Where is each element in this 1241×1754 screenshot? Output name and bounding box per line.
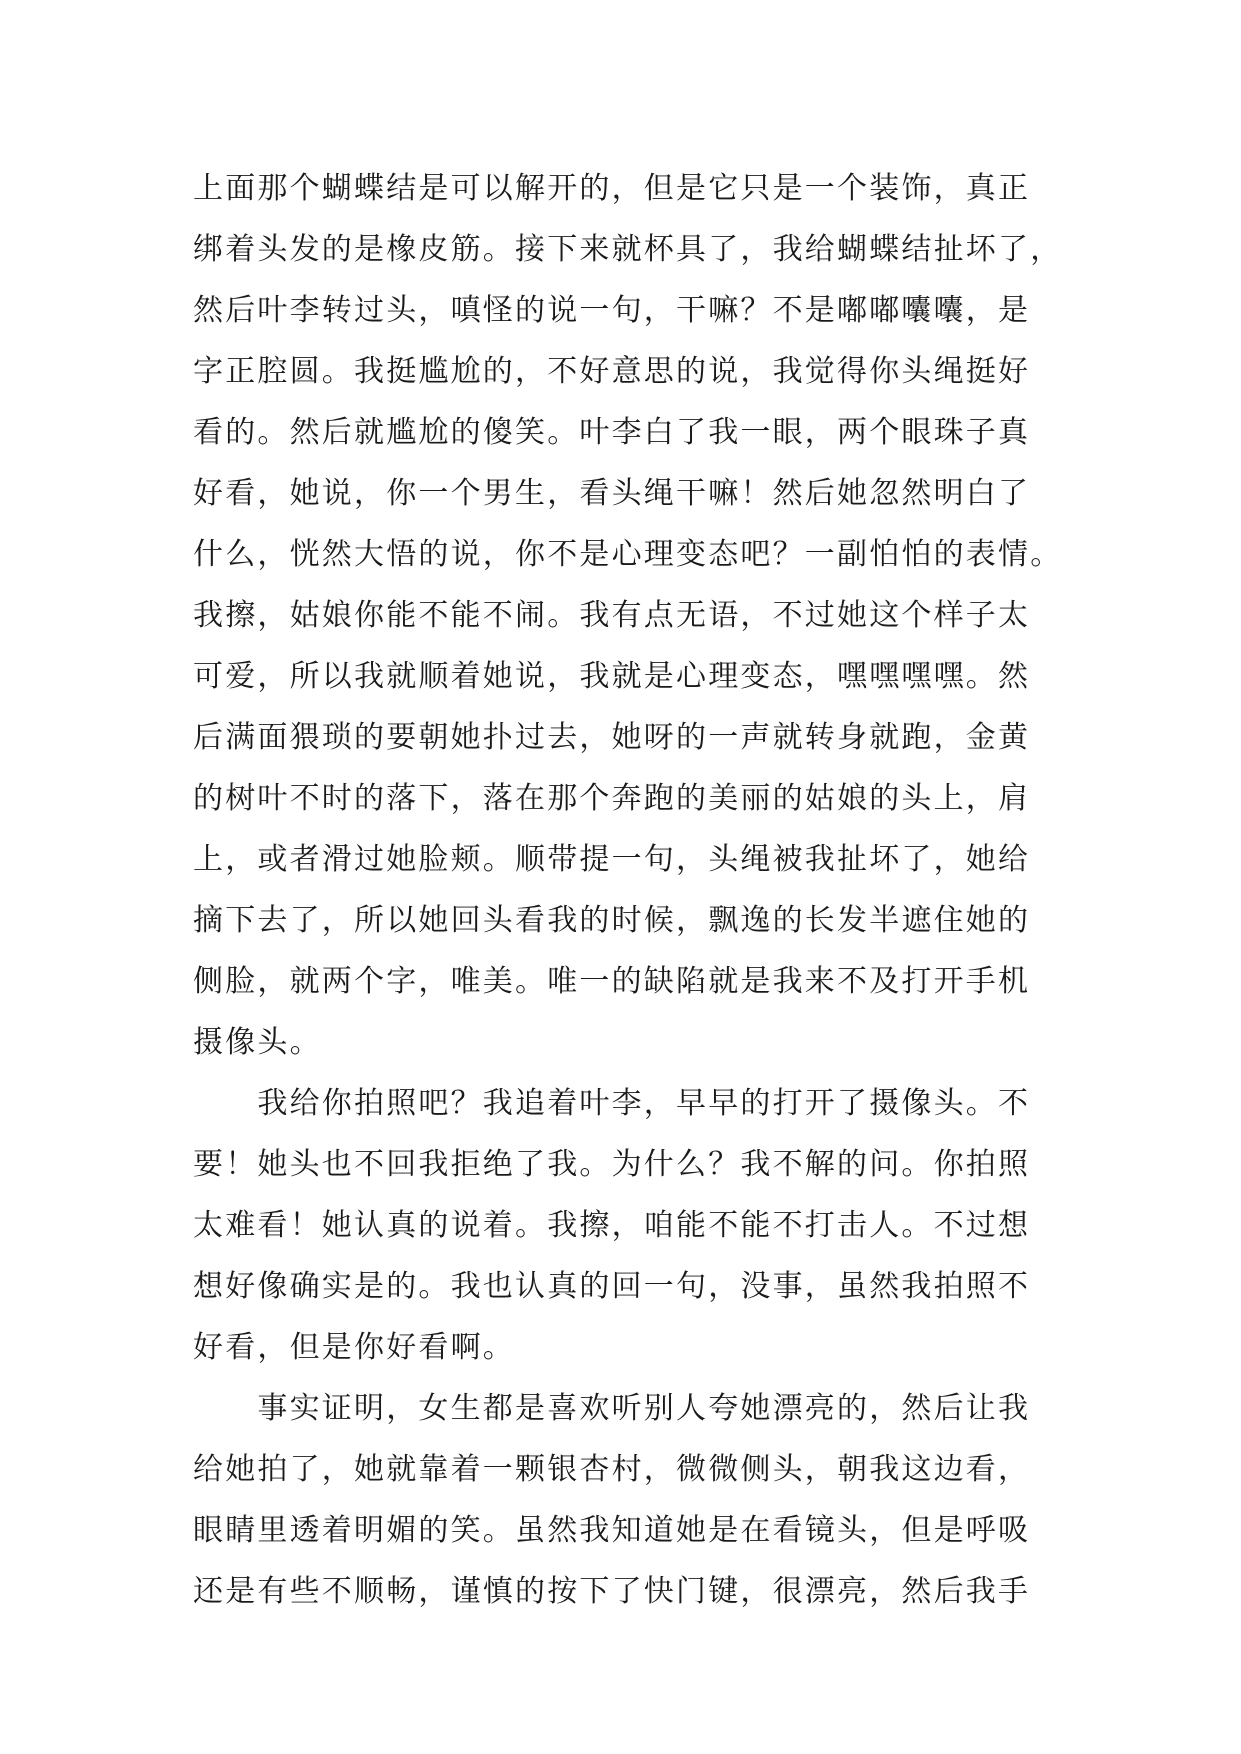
text-line: 绑着头发的是橡皮筋。接下来就杯具了，我给蝴蝶结扯坏了，	[193, 232, 1063, 267]
text-line: 侧脸，就两个字，唯美。唯一的缺陷就是我来不及打开手机	[193, 964, 1031, 999]
text-line: 字正腔圆。我挺尴尬的，不好意思的说，我觉得你头绳挺好	[193, 354, 1031, 389]
text-line: 摘下去了，所以她回头看我的时候，飘逸的长发半遮住她的	[193, 903, 1031, 938]
text-line: 什么，恍然大悟的说，你不是心理变态吧？一副怕怕的表情。	[193, 537, 1063, 572]
text-line: 好看，她说，你一个男生，看头绳干嘛！然后她忽然明白了	[193, 476, 1031, 511]
text-line: 的树叶不时的落下，落在那个奔跑的美丽的姑娘的头上，肩	[193, 781, 1031, 816]
text-line: 上面那个蝴蝶结是可以解开的，但是它只是一个装饰，真正	[193, 171, 1031, 206]
text-line: 好看，但是你好看啊。	[193, 1330, 515, 1365]
body-text	[193, 158, 1063, 1622]
text-line: 然后叶李转过头，嗔怪的说一句，干嘛？不是嘟嘟囔囔，是	[193, 293, 1031, 328]
text-line: 上，或者滑过她脸颊。顺带提一句，头绳被我扯坏了，她给	[193, 842, 1031, 877]
text-line: 想好像确实是的。我也认真的回一句，没事，虽然我拍照不	[193, 1269, 1031, 1304]
text-line: 眼睛里透着明媚的笑。虽然我知道她是在看镜头，但是呼吸	[193, 1513, 1031, 1548]
text-line: 要！她头也不回我拒绝了我。为什么？我不解的问。你拍照	[193, 1147, 1031, 1182]
text-line: 看的。然后就尴尬的傻笑。叶李白了我一眼，两个眼珠子真	[193, 415, 1031, 450]
text-line: 我给你拍照吧？我追着叶李，早早的打开了摄像头。不	[193, 1086, 1031, 1121]
text-line: 还是有些不顺畅，谨慎的按下了快门键，很漂亮，然后我手	[193, 1574, 1031, 1609]
text-line: 摄像头。	[193, 1025, 322, 1060]
text-line: 可爱，所以我就顺着她说，我就是心理变态，嘿嘿嘿嘿。然	[193, 659, 1031, 694]
text-line: 太难看！她认真的说着。我擦，咱能不能不打击人。不过想	[193, 1208, 1031, 1243]
text-line: 我擦，姑娘你能不能不闹。我有点无语，不过她这个样子太	[193, 598, 1031, 633]
text-line: 事实证明，女生都是喜欢听别人夸她漂亮的，然后让我	[193, 1391, 1031, 1426]
text-line: 后满面猥琐的要朝她扑过去，她呀的一声就转身就跑，金黄	[193, 720, 1031, 755]
text-line: 给她拍了，她就靠着一颗银杏村，微微侧头，朝我这边看，	[193, 1452, 1031, 1487]
